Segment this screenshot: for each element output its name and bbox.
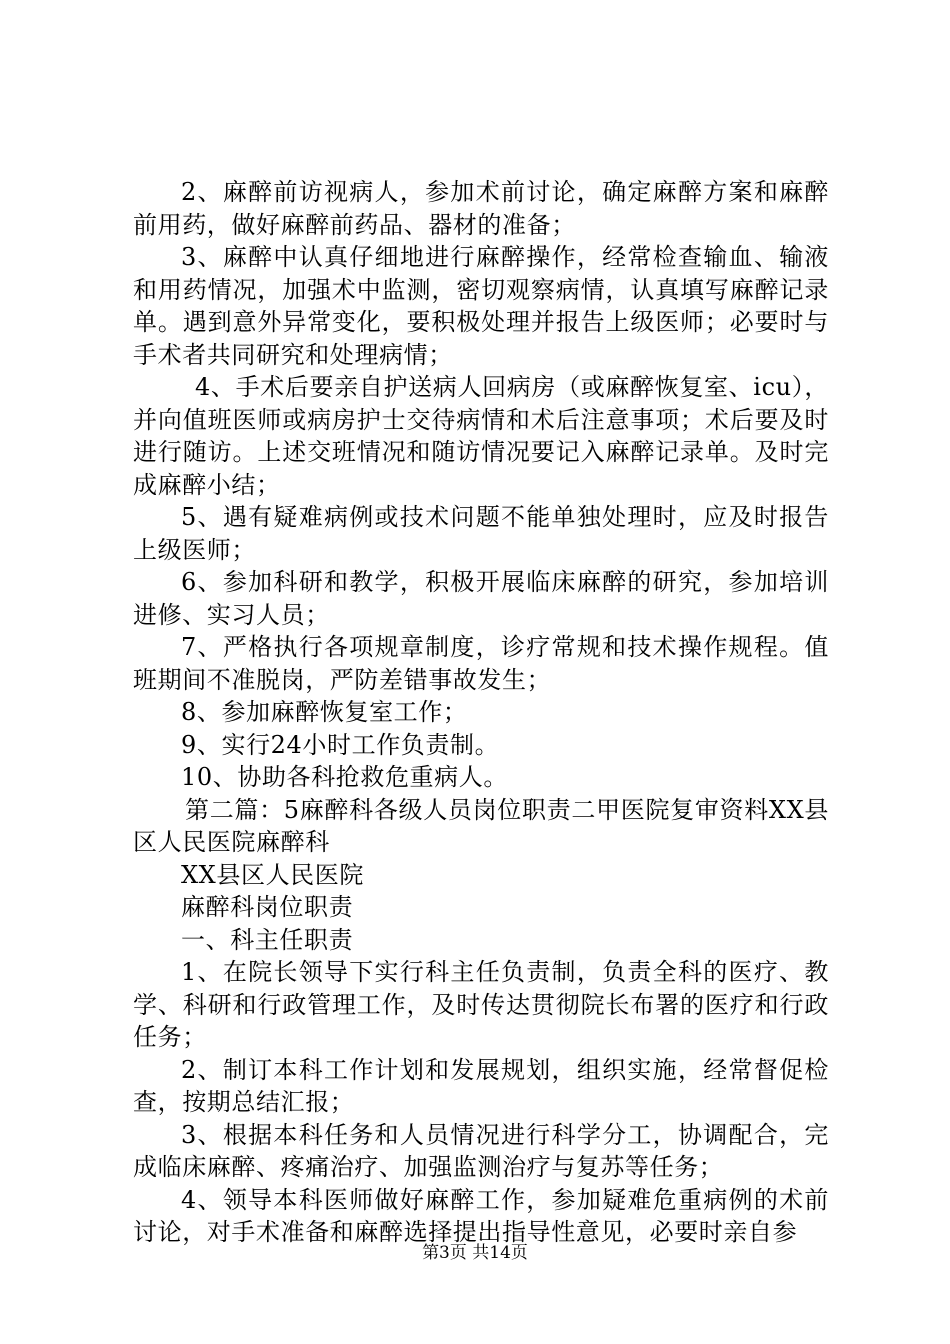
section-heading-part-two: 第二篇：5麻醉科各级人员岗位职责二甲医院复审资料XX县区人民医院麻醉科 bbox=[133, 795, 829, 856]
director-duty-3: 3、根据本科任务和人员情况进行科学分工，协调配合，完成临床麻醉、疼痛治疗、加强监测治疗与复苏等任务； bbox=[133, 1120, 829, 1181]
director-duty-4: 4、领导本科医师做好麻醉工作，参加疑难危重病例的术前讨论，对手术准备和麻醉选择提出指导性意见，必要时亲自参 bbox=[133, 1185, 829, 1246]
paragraph-item-8: 8、参加麻醉恢复室工作； bbox=[181, 698, 468, 726]
department-title-line: 麻醉科岗位职责 bbox=[181, 893, 354, 921]
page-footer bbox=[0, 1243, 950, 1263]
subsection-heading-director: 一、科主任职责 bbox=[181, 925, 354, 954]
paragraph-item-3: 3、麻醉中认真仔细地进行麻醉操作，经常检查输血、输液和用药情况，加强术中监测，密切观察病情，认真填写麻醉记录单。遇到意外异常变化，要积极处理并报告上级医师；必要时与手术者共同研究和处理病情； bbox=[133, 243, 829, 369]
document-body bbox=[133, 176, 829, 1249]
page-number-label: 第3页 共14页 bbox=[422, 1243, 528, 1263]
paragraph-item-2: 2、麻醉前访视病人，参加术前讨论，确定麻醉方案和麻醉前用药，做好麻醉前药品、器材的准备； bbox=[133, 178, 829, 239]
director-duty-1: 1、在院长领导下实行科主任负责制，负责全科的医疗、教学、科研和行政管理工作，及时传达贯彻院长布署的医疗和行政任务； bbox=[133, 958, 829, 1051]
paragraph-item-9: 9、实行24小时工作负责制。 bbox=[181, 730, 500, 759]
paragraph-item-4: 4、手术后要亲自护送病人回病房（或麻醉恢复室、icu），并向值班医师或病房护士交待病情和术后注意事项；术后要及时进行随访。上述交班情况和随访情况要记入麻醉记录单。及时完成麻醉小结； bbox=[133, 373, 829, 499]
paragraph-item-7: 7、严格执行各项规章制度，诊疗常规和技术操作规程。值班期间不准脱岗，严防差错事故发生； bbox=[133, 633, 829, 694]
paragraph-item-5: 5、遇有疑难病例或技术问题不能单独处理时，应及时报告上级医师； bbox=[133, 503, 829, 564]
hospital-name-line: XX县区人民医院 bbox=[181, 860, 364, 889]
paragraph-item-10: 10、协助各科抢救危重病人。 bbox=[181, 763, 508, 791]
director-duty-2: 2、制订本科工作计划和发展规划，组织实施，经常督促检查，按期总结汇报； bbox=[133, 1055, 829, 1116]
paragraph-item-6: 6、参加科研和教学，积极开展临床麻醉的研究，参加培训进修、实习人员； bbox=[133, 568, 829, 629]
